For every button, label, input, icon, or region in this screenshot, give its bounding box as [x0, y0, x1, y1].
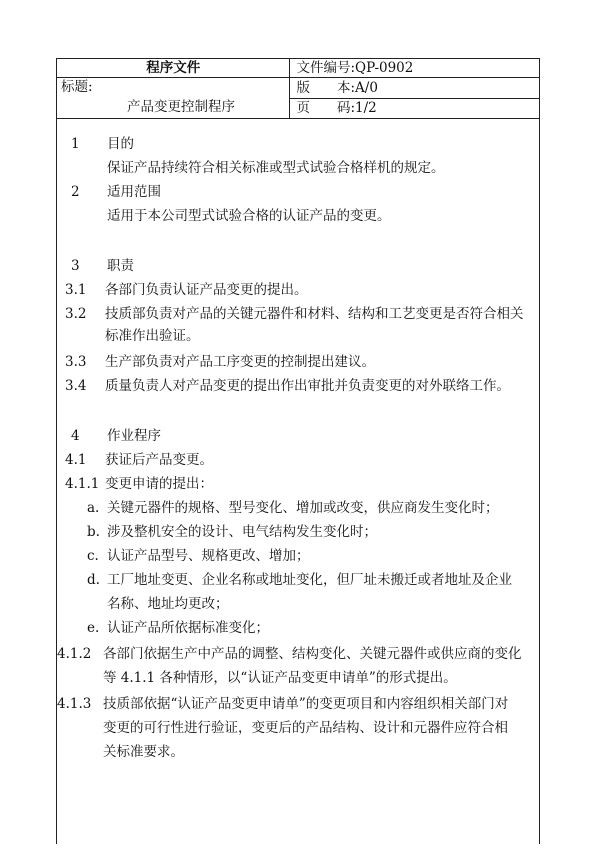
version-cell [290, 78, 540, 99]
doc-type: 程序文件 [57, 59, 290, 78]
version-label: 版 本: [296, 79, 356, 96]
doc-number-label: 文件编号: [296, 60, 356, 76]
doc-number-cell [290, 59, 540, 78]
version: A/0 [355, 79, 378, 96]
page-cell [290, 98, 540, 119]
title-cell [57, 78, 290, 119]
page-number: 1/2 [355, 100, 377, 117]
document-body: 1 目的 保证产品持续符合相关标准或型式试验合格样机的规定。 2 适用范围 适用于本公司型式试验合格的认证产品的变更。 3 职责 3.1 各部门负责认证产品变更的提出。 3.2 技质部负责对产品的关键元器件和材料、结构和工艺变更是否符合相关 标准作出验证。 3.3 生产部负责对产品工序变更的控制提出建议。 3.4 质量负责人对产品变更的提出作出审批并负责变更的对外联络工作。 4 作业程序 4.1 获证后产品变更。 4.1.1 变更申请的提出： a. 关键元器件的规格、型号变化、增加或改变，供应商发生变化时； b. 涉及整机安全的设计、电气结构发生变化时； c. 认证产品型号、规格更改、增加； d. 工厂地址变更、企业名称或地址变化，但厂址未搬迁或者地址及企业 名称、地址均更改； e. 认证产品所依据标准变化； 4.1.2 各部门依据生产中产品的调整、结构变化、关键元器件或供应商的变化 等 4.1.1 各种情形，以“认证产品变更申请单”的形式提出。 4.1.3 技质部依据“认证产品变更申请单”的变更项目和内容组织相关部门对 变更的可行性进行验证，变更后的产品结构、设计和元器件应符合相 关标准要求。 [56, 118, 540, 844]
doc-number: QP-0902 [355, 60, 414, 76]
header-table [56, 58, 540, 119]
title-label: 标题: [61, 79, 93, 95]
document-title: 产品变更控制程序 [127, 99, 235, 115]
page-label: 页 码: [296, 100, 356, 117]
